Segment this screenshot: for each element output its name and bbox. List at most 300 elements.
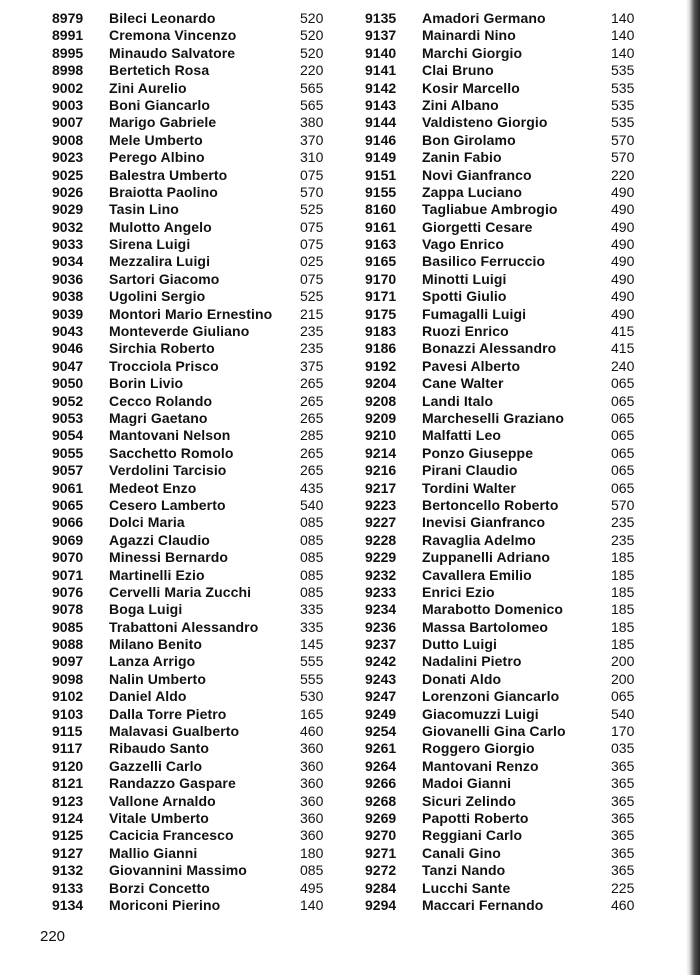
entry-code: 065 [611,427,635,444]
entry-name: Vallone Arnaldo [109,792,216,809]
entry-code: 365 [611,792,635,809]
entry-code: 170 [611,723,635,740]
entry-number: 9228 [365,531,397,548]
entry-code: 365 [611,757,635,774]
entry-number: 9155 [365,183,397,200]
entry-code: 185 [611,601,635,618]
entry-number: 9269 [365,809,397,826]
entry-code: 555 [300,670,324,687]
entry-number: 9034 [52,253,84,270]
entry-code: 085 [300,531,324,548]
entry-code: 360 [300,775,324,792]
entry-number: 9266 [365,775,397,792]
entry-name: Enrici Ezio [422,583,495,600]
entry-code: 085 [300,549,324,566]
entry-code: 535 [611,114,635,131]
entry-name: Novi Gianfranco [422,166,532,183]
entry-name: Giorgetti Cesare [422,218,533,235]
entry-number: 9124 [52,809,84,826]
entry-name: Giacomuzzi Luigi [422,705,539,722]
entry-name: Spotti Giulio [422,288,507,305]
entry-name: Braiotta Paolino [109,183,218,200]
entry-name: Mallio Gianni [109,844,198,861]
page-number: 220 [40,928,66,945]
entry-number: 9134 [52,896,84,913]
entry-name: Zini Albano [422,96,499,113]
entry-code: 520 [300,27,324,44]
entry-code: 180 [300,844,324,861]
entry-name: Tanzi Nando [422,862,506,879]
entry-name: Giovanelli Gina Carlo [422,723,566,740]
entry-number: 9133 [52,879,84,896]
entry-number: 9254 [365,723,397,740]
entry-number: 9151 [365,166,397,183]
entry-code: 365 [611,809,635,826]
entry-number: 9120 [52,757,84,774]
entry-name: Mezzalira Luigi [109,253,211,270]
entry-number: 9038 [52,288,84,305]
entry-code: 535 [611,79,635,96]
entry-code: 285 [300,427,324,444]
entry-number: 9204 [365,375,397,392]
entry-name: Cane Walter [422,375,504,392]
entry-name: Mele Umberto [109,131,203,148]
entry-code: 235 [300,323,324,340]
entry-number: 9272 [365,862,397,879]
entry-name: Boga Luigi [109,601,183,618]
entry-code: 240 [611,357,635,374]
entry-number: 9123 [52,792,84,809]
entry-code: 490 [611,201,635,218]
entry-number: 9141 [365,62,397,79]
entry-number: 9149 [365,149,397,166]
entry-number: 9161 [365,218,397,235]
entry-name: Cacicia Francesco [109,827,234,844]
entry-name: Borin Livio [109,375,184,392]
entry-code: 200 [611,670,635,687]
entry-number: 9236 [365,618,397,635]
entry-number: 9170 [365,270,397,287]
entry-number: 9137 [365,27,397,44]
entry-code: 220 [300,62,324,79]
entry-code: 185 [611,636,635,653]
entry-name: Marabotto Domenico [422,601,564,618]
entry-name: Lanza Arrigo [109,653,196,670]
entry-number: 9192 [365,357,397,374]
entry-number: 9243 [365,670,397,687]
entry-number: 9069 [52,531,84,548]
entry-number: 9165 [365,253,397,270]
entry-code: 415 [611,323,635,340]
entry-code: 495 [300,879,324,896]
entry-name: Minotti Luigi [422,270,507,287]
entry-code: 085 [300,514,324,531]
entry-name: Sirena Luigi [109,236,191,253]
entry-code: 265 [300,409,324,426]
entry-number: 9008 [52,131,84,148]
entry-number: 9039 [52,305,84,322]
entry-number: 9033 [52,236,84,253]
entry-number: 9057 [52,462,84,479]
entry-number: 9135 [365,10,397,26]
entry-code: 140 [611,44,635,61]
entry-number: 9261 [365,740,397,757]
entry-code: 140 [300,896,324,913]
entry-number: 9097 [52,653,84,670]
entry-name: Nalin Umberto [109,670,206,687]
entry-name: Cavallera Emilio [422,566,532,583]
entry-name: Kosir Marcello [422,79,520,96]
entry-name: Agazzi Claudio [109,531,210,548]
entry-code: 380 [300,114,324,131]
entry-number: 9054 [52,427,84,444]
entry-name: Mulotto Angelo [109,218,212,235]
entry-code: 065 [611,375,635,392]
entry-name: Malfatti Leo [422,427,501,444]
entry-code: 265 [300,392,324,409]
entry-name: Nadalini Pietro [422,653,522,670]
entry-number: 9242 [365,653,397,670]
entry-name: Donati Aldo [422,670,502,687]
entry-number: 9233 [365,583,397,600]
entry-number: 8995 [52,44,84,61]
entry-number: 9023 [52,149,84,166]
entry-code: 365 [611,862,635,879]
entry-number: 9065 [52,496,84,513]
entry-number: 9216 [365,462,397,479]
entry-name: Reggiani Carlo [422,827,523,844]
entry-name: Fumagalli Luigi [422,305,527,322]
entry-number: 9055 [52,444,84,461]
entry-name: Sacchetto Romolo [109,444,234,461]
entry-name: Zuppanelli Adriano [422,549,551,566]
entry-code: 085 [300,583,324,600]
entry-code: 235 [611,514,635,531]
entry-name: Dutto Luigi [422,636,497,653]
entry-code: 540 [300,496,324,513]
entry-code: 535 [611,62,635,79]
entry-name: Sicuri Zelindo [422,792,516,809]
entry-number: 9229 [365,549,397,566]
entry-code: 360 [300,809,324,826]
entry-code: 360 [300,757,324,774]
entry-number: 9070 [52,549,84,566]
entry-number: 9050 [52,375,84,392]
entry-name: Balestra Umberto [109,166,228,183]
entry-name: Lucchi Sante [422,879,511,896]
entry-number: 9163 [365,236,397,253]
entry-code: 220 [611,166,635,183]
entry-number: 9047 [52,357,84,374]
entry-name: Bon Girolamo [422,131,516,148]
entry-name: Maccari Fernando [422,896,544,913]
entry-code: 555 [300,653,324,670]
entry-name: Giovannini Massimo [109,862,247,879]
entry-code: 565 [300,79,324,96]
entry-name: Trabattoni Alessandro [109,618,259,635]
entry-name: Ravaglia Adelmo [422,531,536,548]
entry-number: 9284 [365,879,397,896]
entry-number: 9171 [365,288,397,305]
entry-number: 8979 [52,10,84,26]
entry-number: 8991 [52,27,84,44]
entry-name: Bertetich Rosa [109,62,210,79]
entry-number: 9270 [365,827,397,844]
entry-name: Magri Gaetano [109,409,208,426]
entry-number: 9144 [365,114,397,131]
entry-name: Marchi Giorgio [422,44,523,61]
entry-code: 570 [611,131,635,148]
entry-code: 075 [300,270,324,287]
entry-number: 9066 [52,514,84,531]
entry-name: Mantovani Nelson [109,427,231,444]
entry-number: 9227 [365,514,397,531]
entry-number: 8121 [52,775,84,792]
entry-name: Lorenzoni Giancarlo [422,688,560,705]
entry-name: Clai Bruno [422,62,494,79]
entry-number: 9214 [365,444,397,461]
entry-code: 065 [611,688,635,705]
entry-code: 490 [611,288,635,305]
entry-name: Milano Benito [109,636,203,653]
entry-number: 9061 [52,479,84,496]
entry-number: 9117 [52,740,83,757]
entry-name: Cervelli Maria Zucchi [109,583,252,600]
entry-code: 165 [300,705,324,722]
entry-number: 8160 [365,201,397,218]
entry-name: Zanin Fabio [422,149,502,166]
entry-code: 435 [300,479,324,496]
entry-code: 065 [611,479,635,496]
entry-code: 235 [611,531,635,548]
entry-number: 9088 [52,636,84,653]
entry-number: 9043 [52,323,84,340]
entry-code: 520 [300,44,324,61]
entry-code: 490 [611,183,635,200]
entry-code: 530 [300,688,324,705]
entry-name: Moriconi Pierino [109,896,221,913]
entry-name: Minaudo Salvatore [109,44,236,61]
entry-name: Monteverde Giuliano [109,323,250,340]
entry-code: 075 [300,166,324,183]
entry-code: 145 [300,636,324,653]
entry-number: 9115 [52,723,83,740]
entry-name: Dolci Maria [109,514,185,531]
entry-number: 9036 [52,270,84,287]
entry-number: 9053 [52,409,84,426]
entry-number: 9237 [365,636,397,653]
entry-name: Montori Mario Ernestino [109,305,273,322]
entry-code: 065 [611,462,635,479]
entry-code: 460 [611,896,635,913]
entry-number: 9232 [365,566,397,583]
entry-code: 310 [300,149,324,166]
entry-name: Cesero Lamberto [109,496,226,513]
entry-number: 9125 [52,827,84,844]
entry-code: 235 [300,340,324,357]
entry-code: 360 [300,792,324,809]
entry-code: 200 [611,653,635,670]
entry-code: 065 [611,444,635,461]
entry-number: 9003 [52,96,84,113]
entry-name: Pavesi Alberto [422,357,521,374]
entry-name: Tagliabue Ambrogio [422,201,558,218]
entry-name: Perego Albino [109,149,205,166]
entry-code: 460 [300,723,324,740]
entry-name: Borzi Concetto [109,879,210,896]
entry-code: 375 [300,357,324,374]
entry-code: 140 [611,27,635,44]
entry-name: Tordini Walter [422,479,516,496]
entry-code: 520 [300,10,324,26]
entry-name: Martinelli Ezio [109,566,205,583]
entry-name: Amadori Germano [422,10,546,26]
entry-number: 9268 [365,792,397,809]
entry-number: 9247 [365,688,397,705]
entry-code: 490 [611,305,635,322]
entry-number: 9146 [365,131,397,148]
entry-number: 9085 [52,618,84,635]
entry-name: Dalla Torre Pietro [109,705,227,722]
entry-name: Canali Gino [422,844,501,861]
entry-name: Ugolini Sergio [109,288,206,305]
entry-name: Mainardi Nino [422,27,516,44]
entry-name: Papotti Roberto [422,809,529,826]
entry-number: 9142 [365,79,397,96]
entry-code: 360 [300,827,324,844]
entry-name: Marigo Gabriele [109,114,217,131]
entry-code: 335 [300,601,324,618]
entry-name: Sartori Giacomo [109,270,220,287]
entry-name: Minessi Bernardo [109,549,229,566]
entry-name: Sirchia Roberto [109,340,215,357]
entry-number: 9007 [52,114,84,131]
entry-number: 9102 [52,688,84,705]
entry-number: 9029 [52,201,84,218]
entry-code: 335 [300,618,324,635]
entry-name: Zini Aurelio [109,79,187,96]
entry-name: Pirani Claudio [422,462,518,479]
entry-code: 025 [300,253,324,270]
entry-name: Marcheselli Graziano [422,409,565,426]
entry-number: 9294 [365,896,397,913]
entry-code: 035 [611,740,635,757]
entry-number: 8998 [52,62,84,79]
entry-code: 490 [611,270,635,287]
entry-number: 9234 [365,601,397,618]
entry-name: Bonazzi Alessandro [422,340,557,357]
entry-code: 140 [611,10,635,26]
entry-name: Medeot Enzo [109,479,197,496]
entry-code: 570 [611,149,635,166]
entry-name: Gazzelli Carlo [109,757,203,774]
entry-name: Ponzo Giuseppe [422,444,534,461]
entry-name: Madoi Gianni [422,775,512,792]
entry-number: 9217 [365,479,397,496]
entry-name: Vago Enrico [422,236,505,253]
entry-code: 570 [611,496,635,513]
entry-number: 9223 [365,496,397,513]
entry-code: 065 [611,392,635,409]
entry-name: Ruozi Enrico [422,323,509,340]
entry-number: 9209 [365,409,397,426]
entry-number: 9175 [365,305,397,322]
entry-code: 265 [300,375,324,392]
entry-code: 570 [300,183,324,200]
entry-number: 9127 [52,844,84,861]
entry-number: 9210 [365,427,397,444]
entry-name: Ribaudo Santo [109,740,210,757]
entry-number: 9132 [52,862,84,879]
entry-name: Randazzo Gaspare [109,775,236,792]
entry-name: Malavasi Gualberto [109,723,240,740]
entry-name: Cremona Vincenzo [109,27,237,44]
entry-number: 9046 [52,340,84,357]
entry-code: 490 [611,236,635,253]
entry-number: 9186 [365,340,397,357]
entry-code: 565 [300,96,324,113]
entry-number: 9032 [52,218,84,235]
entry-number: 9249 [365,705,397,722]
entry-number: 9002 [52,79,84,96]
entry-name: Trocciola Prisco [109,357,219,374]
entry-code: 185 [611,566,635,583]
entry-name: Zappa Luciano [422,183,523,200]
entry-number: 9026 [52,183,84,200]
entry-code: 365 [611,827,635,844]
entry-code: 525 [300,201,324,218]
entry-name: Inevisi Gianfranco [422,514,546,531]
entry-name: Valdisteno Giorgio [422,114,548,131]
entry-name: Roggero Giorgio [422,740,535,757]
entry-name: Tasin Lino [109,201,179,218]
entry-code: 075 [300,236,324,253]
entry-code: 265 [300,462,324,479]
entry-code: 370 [300,131,324,148]
entry-number: 9143 [365,96,397,113]
entry-number: 9078 [52,601,84,618]
entry-number: 9271 [365,844,397,861]
entry-code: 525 [300,288,324,305]
entry-code: 265 [300,444,324,461]
entry-code: 490 [611,218,635,235]
entry-name: Massa Bartolomeo [422,618,549,635]
entry-code: 075 [300,218,324,235]
entry-code: 540 [611,705,635,722]
entry-number: 9076 [52,583,84,600]
entry-name: Basilico Ferruccio [422,253,546,270]
entry-code: 415 [611,340,635,357]
entry-code: 365 [611,775,635,792]
entry-number: 9103 [52,705,84,722]
entry-code: 085 [300,862,324,879]
entry-name: Mantovani Renzo [422,757,539,774]
entry-code: 185 [611,618,635,635]
entry-code: 215 [300,305,324,322]
entry-code: 065 [611,409,635,426]
entry-name: Bileci Leonardo [109,10,216,26]
entry-number: 9140 [365,44,397,61]
entry-name: Boni Giancarlo [109,96,210,113]
entry-number: 9183 [365,323,397,340]
entry-code: 185 [611,583,635,600]
entry-number: 9098 [52,670,84,687]
page-edge-shadow [686,0,700,975]
entry-code: 365 [611,844,635,861]
entry-code: 490 [611,253,635,270]
entry-number: 9071 [52,566,84,583]
entry-number: 9052 [52,392,84,409]
